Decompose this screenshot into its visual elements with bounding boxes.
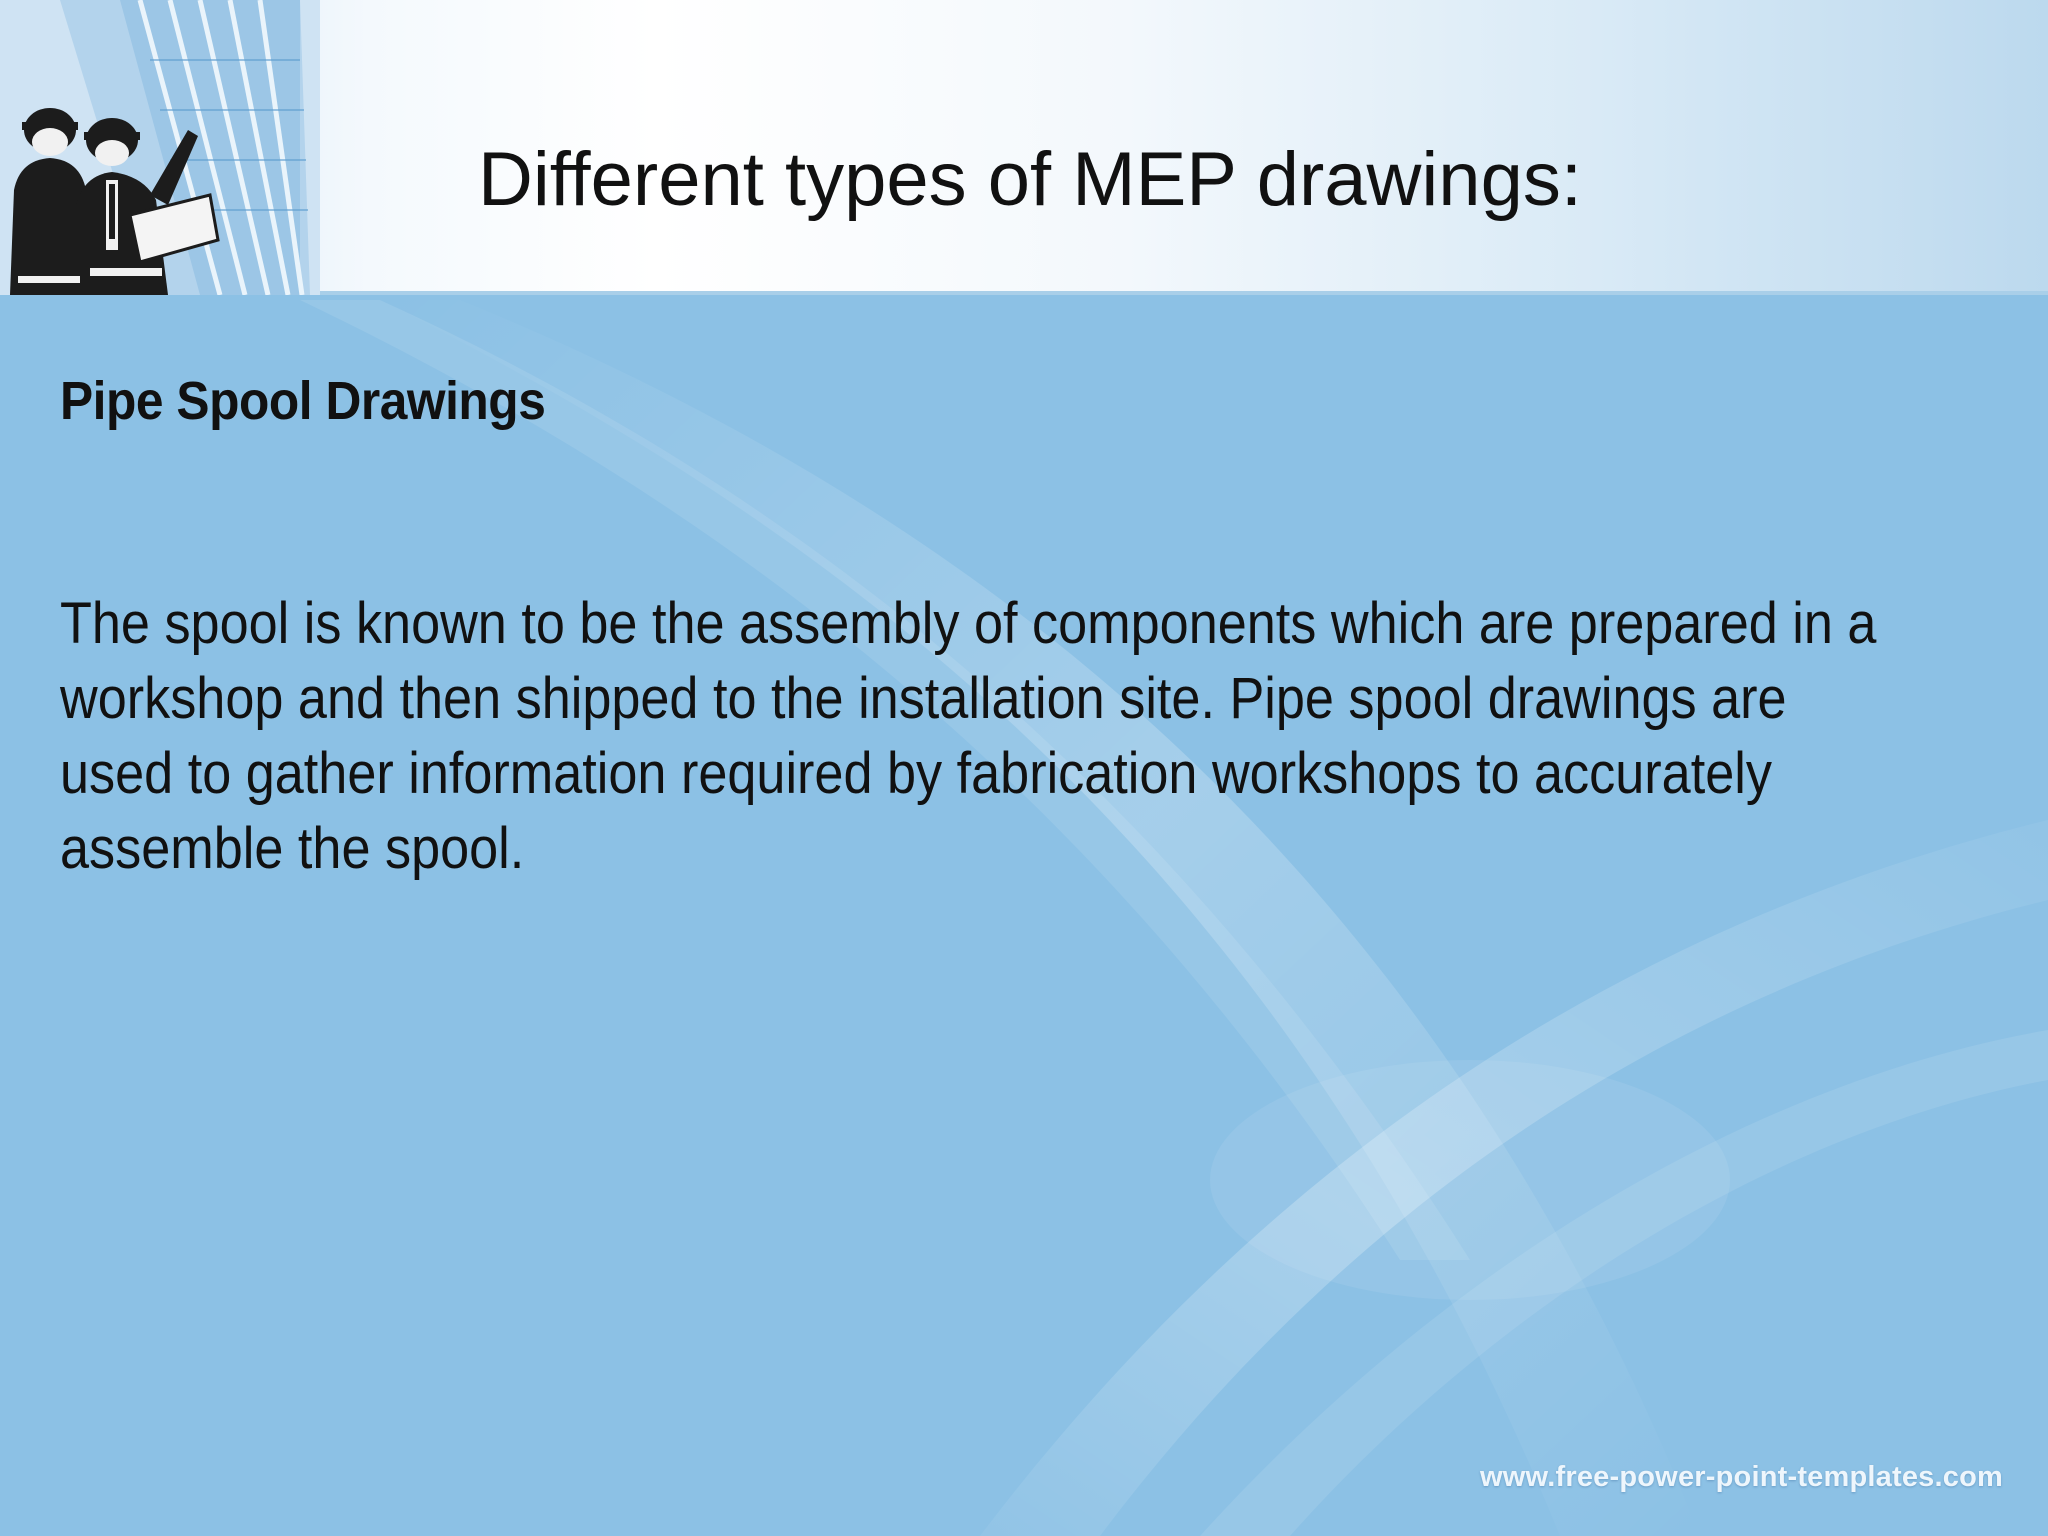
engineers-illustration <box>0 0 320 295</box>
slide-title: Different types of MEP drawings: <box>478 137 1582 222</box>
section-heading: Pipe Spool Drawings <box>60 371 546 431</box>
footer-url: www.free-power-point-templates.com <box>1480 1461 2003 1493</box>
body-paragraph: The spool is known to be the assembly of components which are prepared in a workshop and then shipped to the installation site. Pipe spool drawings are used to gather information required by fabrication workshops to accurately assemble the spool. <box>60 591 1877 881</box>
